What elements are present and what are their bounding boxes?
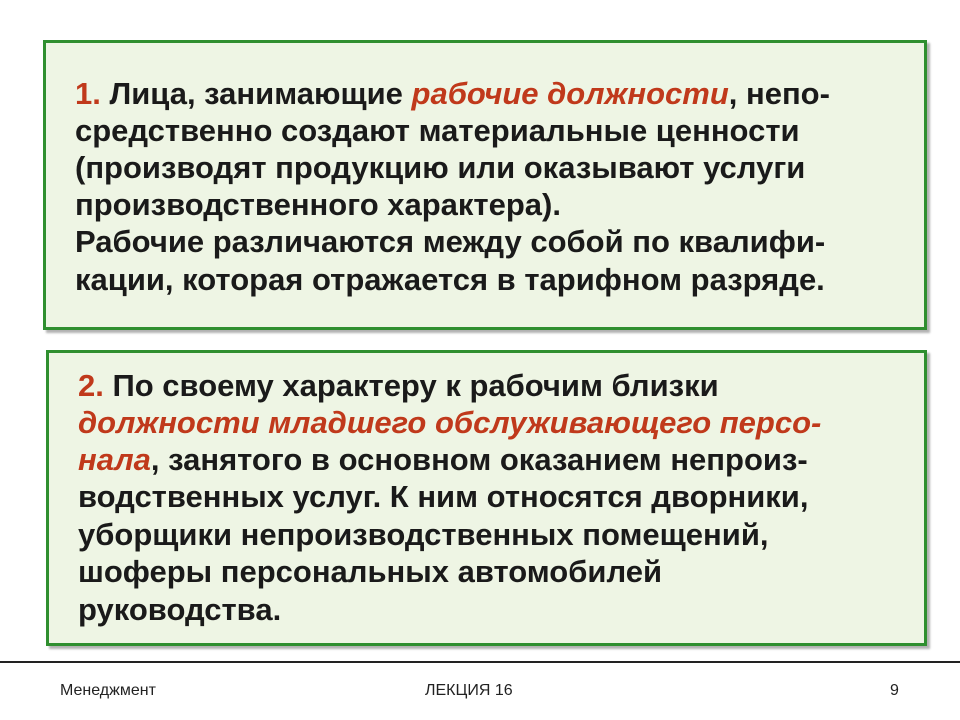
- footer-course-title: Менеджмент: [60, 682, 156, 699]
- block1-line-5: Рабочие различаются между собой по квалифи-: [75, 224, 826, 259]
- block2-line-7: руководства.: [78, 592, 282, 627]
- block2-line-6: шоферы персональных автомобилей: [78, 554, 663, 589]
- block2-line-2: [78, 405, 821, 441]
- block2-line-3-tail: , занятого в основном оказанием непроиз-: [150, 442, 808, 477]
- block2-line-5: уборщики непроизводственных помещений,: [78, 517, 769, 552]
- block1-line-1-tail: , непо-: [728, 76, 830, 111]
- block1-highlight-working-positions: рабочие должности: [411, 76, 729, 111]
- block2-line-4: водственных услуг. К ним относятся дворники,: [78, 479, 809, 514]
- block2-highlight-junior-staff: должности младшего обслуживающего персо-: [78, 405, 822, 440]
- block1-line-2: средственно создают материальные ценности: [75, 113, 800, 148]
- footer-lecture-label: ЛЕКЦИЯ 16: [425, 682, 513, 699]
- block2-highlight-staff-end: нала: [78, 442, 151, 477]
- block1-line-3: (производят продукцию или оказывают услуги: [75, 150, 806, 185]
- block2-line-3: [78, 442, 808, 478]
- footer-page-number: 9: [890, 682, 899, 699]
- footer-divider: [0, 661, 960, 663]
- block2-line-1-text: По своему характеру к рабочим близки: [103, 368, 719, 403]
- block1-line-4: производственного характера).: [75, 187, 561, 222]
- block1-number: 1.: [75, 76, 101, 111]
- block2-number: 2.: [78, 368, 104, 403]
- block1-line-1-text: Лица, занимающие: [100, 76, 412, 111]
- block2-line-1: [78, 368, 719, 404]
- block1-line-1: [75, 76, 830, 112]
- block1-line-6: кации, которая отражается в тарифном разряде.: [75, 262, 825, 297]
